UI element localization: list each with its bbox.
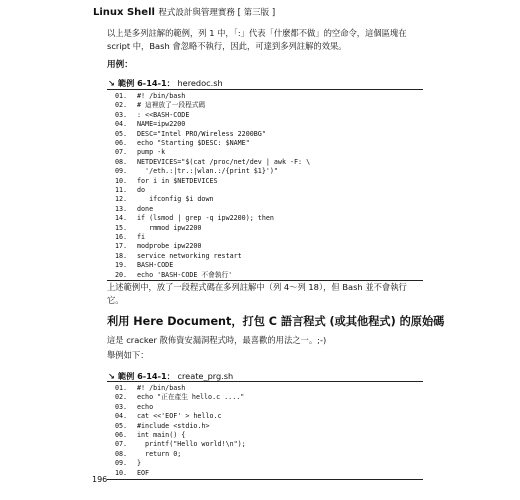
example1-filename: heredoc.sh (177, 78, 223, 88)
section-heading: 利用 Here Document，打包 C 語言程式 (或其他程式) 的原始碼 (107, 315, 445, 328)
line-code: echo (137, 402, 154, 411)
running-header (93, 6, 275, 18)
line-number: 13. (115, 204, 128, 213)
line-number: 01. (115, 92, 128, 100)
line-code: echo 'BASH-CODE 不會執行' (137, 270, 233, 279)
page-number: 196 (92, 475, 108, 484)
line-number: 20. (115, 270, 128, 279)
line-number: 08. (115, 449, 128, 458)
line-number: 03. (115, 402, 128, 411)
line-number: 14. (115, 214, 128, 223)
line-code: #! /bin/bash (137, 384, 186, 392)
arrow-icon: ↘ (108, 78, 115, 88)
line-number: 08. (115, 157, 128, 166)
line-code: NETDEVICES="$(cat /proc/net/dev | awk -F: \ (137, 157, 311, 166)
line-number: 02. (115, 101, 128, 110)
line-code: DESC="Intel PRO/Wireless 2200BG" (137, 129, 266, 138)
line-code: EOF (137, 468, 150, 477)
line-code: return 0; (137, 449, 182, 458)
example1-caption-prefix: 範例 6-14-1： (117, 78, 175, 88)
line-code: } (137, 459, 142, 468)
example-label: 舉例如下： (107, 350, 149, 360)
line-code: if (lsmod | grep -q ipw2200); then (137, 214, 274, 223)
intro-paragraph: 以上是多列註解的範例，列 1 中，「:」代表「什麼都不做」的空命令，這個區塊在 script 中，Bash 會忽略不執行，因此，可達到多列註解的效果。 (107, 28, 407, 51)
line-code: printf("Hello world!\n"); (137, 440, 246, 449)
example1-caption (108, 78, 223, 89)
line-number: 17. (115, 242, 128, 251)
line-code: for i in $NETDEVICES (137, 176, 218, 185)
line-code: #include <stdio.h> (137, 421, 210, 430)
line-code: service networking restart (137, 251, 242, 260)
line-number: 09. (115, 459, 128, 468)
book-title: Linux Shell (93, 7, 155, 18)
line-number: 06. (115, 139, 128, 147)
arrow-icon: ↘ (108, 371, 115, 381)
line-number: 09. (115, 167, 128, 176)
line-code: cat <<'EOF' > hello.c (137, 412, 222, 421)
line-code: # 這裡放了一段程式碼 (137, 101, 206, 110)
line-number: 07. (115, 148, 128, 157)
line-number: 07. (115, 440, 128, 449)
line-code: do (137, 186, 146, 194)
line-code: echo "Starting $DESC: $NAME" (137, 139, 250, 147)
line-code: ifconfig $i down (137, 195, 214, 204)
line-code: pump -k (137, 148, 166, 157)
line-number: 05. (115, 129, 128, 138)
line-number: 03. (115, 110, 128, 119)
line-code: NAME=ipw2200 (137, 120, 186, 129)
book-subtitle: 程式設計與管理實務 [ 第三版 ] (158, 8, 276, 18)
line-code: '/eth.:|tr.:|wlan.:/{print $1}')" (137, 167, 278, 176)
line-number: 05. (115, 421, 128, 430)
line-code: BASH-CODE (137, 261, 174, 270)
example2-filename: create_prg.sh (177, 371, 234, 381)
code-listing-1 (107, 89, 423, 281)
line-code: done (137, 204, 154, 213)
line-number: 19. (115, 261, 128, 270)
line-number: 10. (115, 176, 128, 185)
line-code: int main() { (137, 431, 186, 439)
line-number: 12. (115, 195, 128, 204)
line-code: : <<BASH-CODE (137, 110, 190, 119)
section-intro: 這是 cracker 散佈資安漏洞程式時，最喜歡的用法之一。;-) (107, 335, 327, 345)
line-number: 04. (115, 120, 128, 129)
line-code: fi (137, 233, 146, 241)
code-listing-2 (107, 381, 423, 480)
line-code: echo "正在產生 hello.c ...." (137, 393, 245, 402)
line-number: 04. (115, 412, 128, 421)
example2-caption-prefix: 範例 6-14-1： (117, 371, 175, 381)
line-code: #! /bin/bash (137, 92, 186, 100)
line-code: modprobe ipw2200 (137, 242, 202, 251)
line-number: 16. (115, 233, 128, 241)
explain-paragraph: 上述範例中，放了一段程式碼在多列註解中（列 4～列 18），但 Bash 並不會執行它。 (107, 282, 407, 305)
line-number: 01. (115, 384, 128, 392)
line-number: 18. (115, 251, 128, 260)
line-number: 15. (115, 223, 128, 232)
line-number: 11. (115, 186, 128, 194)
usage-label: 用例： (107, 60, 133, 70)
line-number: 02. (115, 393, 128, 402)
line-number: 06. (115, 431, 128, 439)
line-code: rmmod ipw2200 (137, 223, 202, 232)
line-number: 10. (115, 468, 128, 477)
